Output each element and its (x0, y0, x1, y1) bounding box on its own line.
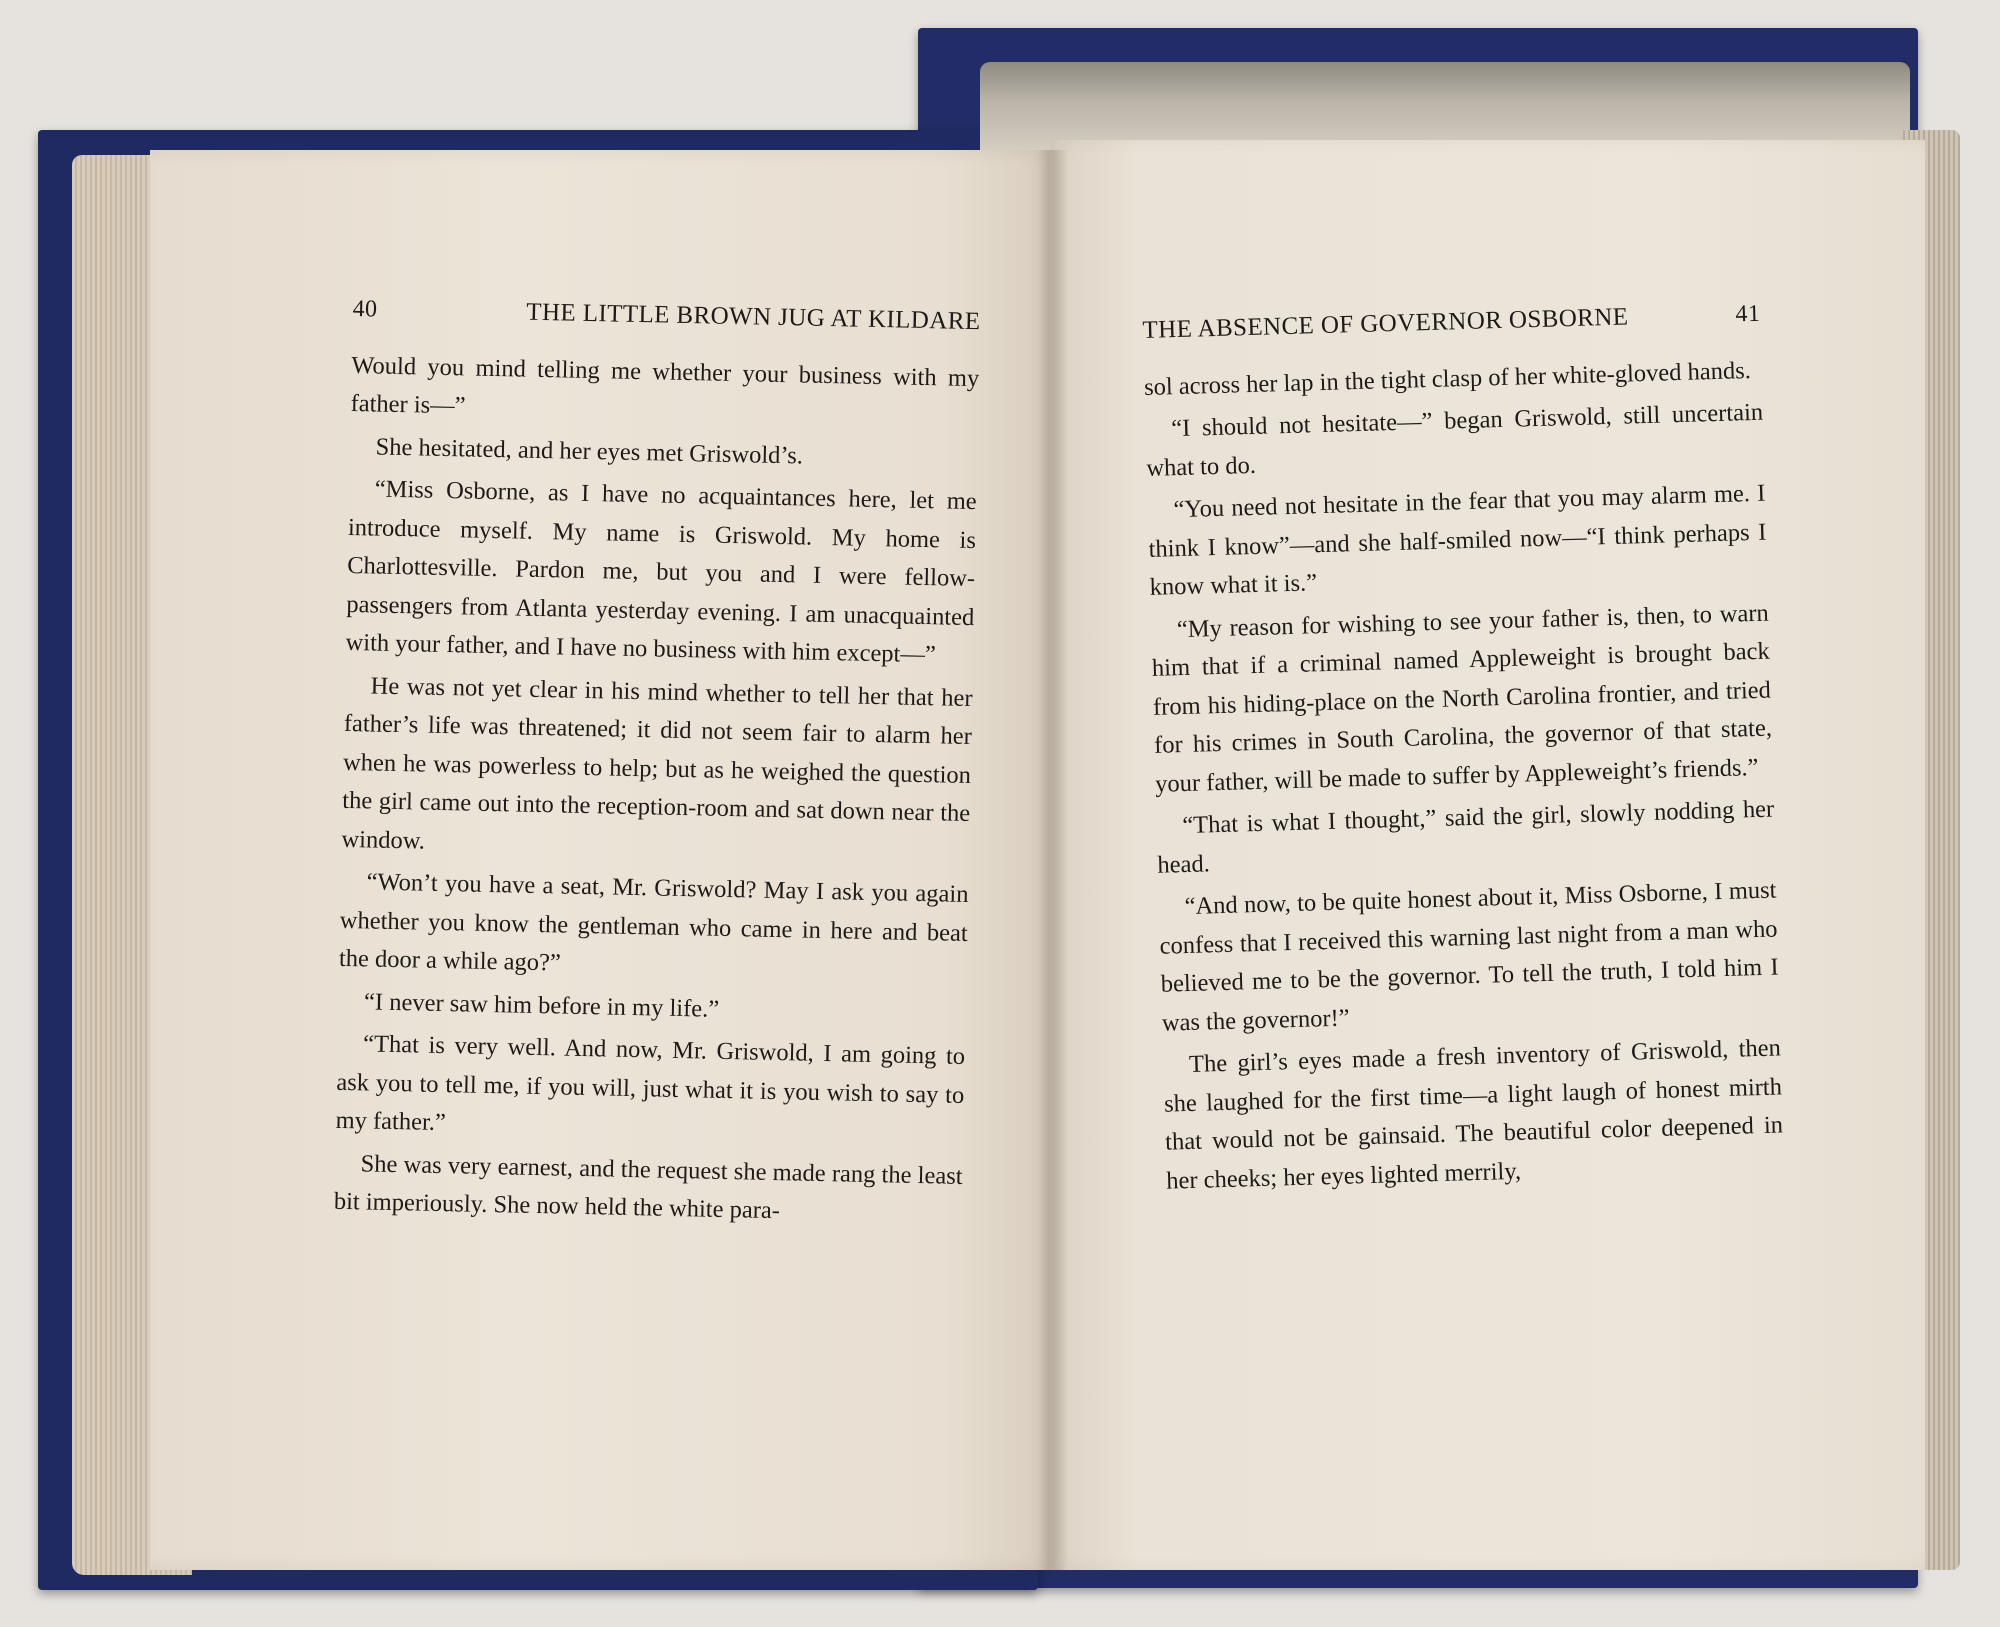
left-page-text (333, 290, 980, 1238)
paragraph: “That is very well. And now, Mr. Griswold, I am going to ask you to tell me, if you will, just what it is you wish to say to my father.” (335, 1030, 966, 1137)
paragraph: “You need not hesitate in the fear that you may alarm me. I think I know”—and she half-smiled now—“I think perhaps I know what it is.” (1148, 479, 1767, 601)
running-head-title: THE LITTLE BROWN JUG AT KILDARE (526, 298, 981, 336)
paragraph: “I should not hesitate—” began Griswold, still uncertain what to do. (1145, 398, 1764, 482)
running-head-title: THE ABSENCE OF GOVERNOR OSBORNE (1142, 303, 1629, 344)
paragraph: He was not yet clear in his mind whether to tell her that her father’s life was threatened; it did not seem fair to alarm her when he was powerless to help; but as he weighed the question the girl came out into the reception-room and sat down near the window. (341, 671, 973, 855)
paragraph: “Miss Osborne, as I have no acquaintances here, let me introduce myself. My name is Griswold. My home is Charlottesville. Pardon me, but you and I were fellow-passengers from Atlanta yesterday evening. I am unacquainted with your father, and I have no business with him except—” (345, 475, 977, 669)
page-number: 41 (1735, 300, 1761, 328)
paragraph: “I never saw him before in my life.” (363, 987, 720, 1023)
paragraph: “And now, to be quite honest about it, Miss Osborne, I must confess that I received this warning last night from a man who believed me to be the governor. To tell the truth, I told him I was the governor!” (1159, 876, 1779, 1037)
paragraph: “Won’t you have a seat, Mr. Griswold? May I ask you again whether you know the gentleman who came in here and beat the door a while ago?” (338, 868, 969, 977)
right-page-text (1142, 295, 1785, 1205)
paragraph: She hesitated, and her eyes met Griswold’s. (375, 433, 804, 469)
paragraph: She was very earnest, and the request she made rang the least bit imperiously. She now held the white para- (333, 1149, 963, 1225)
paragraph: The girl’s eyes made a fresh inventory of Griswold, then she laughed for the first time—a light laugh of honest mirth that would not be gainsaid. The beautiful color deepened in her cheeks; her eyes lighted merrily, (1163, 1034, 1784, 1195)
book-gutter (1038, 150, 1068, 1570)
paragraph: sol across her lap in the tight clasp of her white-gloved hands. (1143, 356, 1752, 401)
paragraph: “My reason for wishing to see your father is, then, to warn him that if a criminal named Appleweight is brought back from his hiding-place on the North Carolina frontier, and tried for his crimes in South Carolina, the governor of that state, your father, will be made to suffer by Appleweight’s friends.” (1151, 599, 1773, 798)
paragraph: Would you mind telling me whether your business with my father is—” (350, 351, 980, 420)
paragraph: “That is what I thought,” said the girl, slowly nodding her head. (1157, 795, 1775, 879)
page-number: 40 (352, 295, 378, 323)
